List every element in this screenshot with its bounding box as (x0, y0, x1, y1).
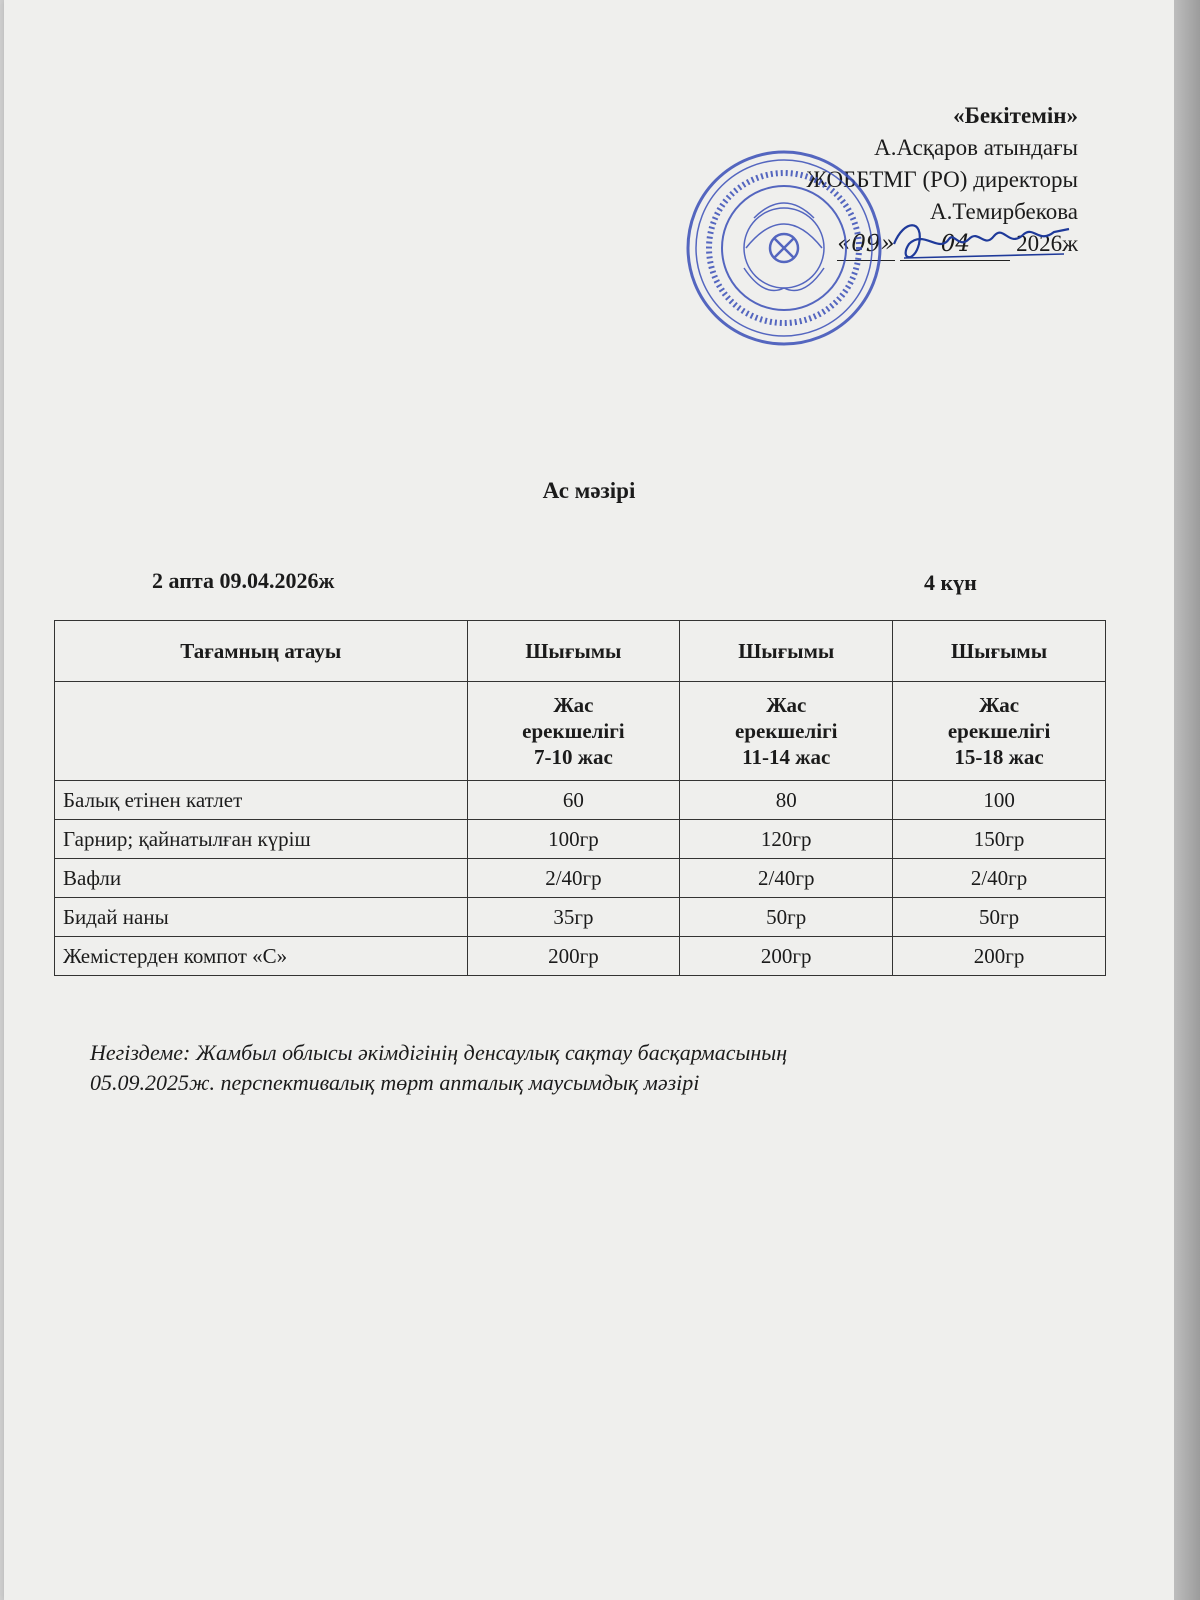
age-group-1-line-2: ерекшелігі (522, 719, 625, 743)
age-group-3-line-2: ерекшелігі (947, 719, 1051, 743)
age-group-1 (467, 682, 680, 781)
dish-name: Гарнир; қайнатылған күріш (55, 820, 468, 859)
header-yield-3: Шығымы (893, 621, 1106, 682)
page-title: Ас мәзірі (542, 478, 636, 503)
menu-table (54, 620, 1106, 976)
yield-15-18: 200гр (893, 937, 1106, 976)
yield-7-10: 200гр (467, 937, 680, 976)
week-label: 2 апта 09.04.2026ж (152, 568, 335, 593)
age-group-empty-cell (55, 682, 468, 781)
age-group-3-line-3: 15-18 жас (954, 745, 1044, 769)
age-group-2 (680, 682, 893, 781)
table-row (55, 937, 1106, 976)
approval-line-2: ЖОББТМГ (РО) директоры (806, 167, 1078, 192)
basis-note (90, 1038, 1090, 1098)
age-group-2-line-2: ерекшелігі (735, 719, 838, 743)
table-row (55, 781, 1106, 820)
approval-line-1: А.Асқаров атындағы (874, 135, 1078, 160)
basis-line-2: 05.09.2025ж. перспективалық төрт апталық маусымдық мәзірі (90, 1070, 700, 1095)
yield-11-14: 50гр (680, 898, 893, 937)
age-group-3 (893, 682, 1106, 781)
yield-7-10: 35гр (467, 898, 680, 937)
basis-line-1: Негіздеме: Жамбыл облысы әкімдігінің денсаулық сақтау басқармасының (90, 1040, 788, 1065)
day-label: 4 күн (924, 570, 977, 595)
yield-11-14: 120гр (680, 820, 893, 859)
age-group-3-line-1: Жас (979, 693, 1020, 717)
dish-name: Жемістерден компот «С» (55, 937, 468, 976)
age-group-2-line-1: Жас (766, 693, 807, 717)
age-group-1-line-3: 7-10 жас (534, 745, 613, 769)
yield-7-10: 100гр (467, 820, 680, 859)
yield-15-18: 50гр (893, 898, 1106, 937)
director-signature (884, 214, 1074, 274)
dish-name: Балық етінен катлет (55, 781, 468, 820)
approval-line-3: А.Темирбекова (930, 199, 1078, 224)
table-header-row (55, 621, 1106, 682)
yield-11-14: 80 (680, 781, 893, 820)
approval-year: 2026ж (1016, 231, 1078, 256)
age-group-2-line-3: 11-14 жас (742, 745, 831, 769)
yield-15-18: 2/40гр (893, 859, 1106, 898)
yield-7-10: 60 (467, 781, 680, 820)
age-group-1-line-1: Жас (553, 693, 594, 717)
official-stamp (684, 148, 884, 348)
yield-15-18: 100 (893, 781, 1106, 820)
yield-15-18: 150гр (893, 820, 1106, 859)
table-row (55, 898, 1106, 937)
approval-day: «09» (837, 228, 894, 261)
document-page (4, 0, 1174, 1600)
table-row (55, 859, 1106, 898)
age-group-row (55, 682, 1106, 781)
yield-11-14: 200гр (680, 937, 893, 976)
approval-heading: «Бекітемін» (953, 103, 1078, 128)
header-dish-name: Тағамның атауы (55, 621, 468, 682)
dish-name: Вафли (55, 859, 468, 898)
header-yield-2: Шығымы (680, 621, 893, 682)
table-row (55, 820, 1106, 859)
header-yield-1: Шығымы (467, 621, 680, 682)
approval-month: 04 (900, 228, 1010, 261)
page-edge-shadow (1174, 0, 1200, 1600)
yield-11-14: 2/40гр (680, 859, 893, 898)
dish-name: Бидай наны (55, 898, 468, 937)
yield-7-10: 2/40гр (467, 859, 680, 898)
